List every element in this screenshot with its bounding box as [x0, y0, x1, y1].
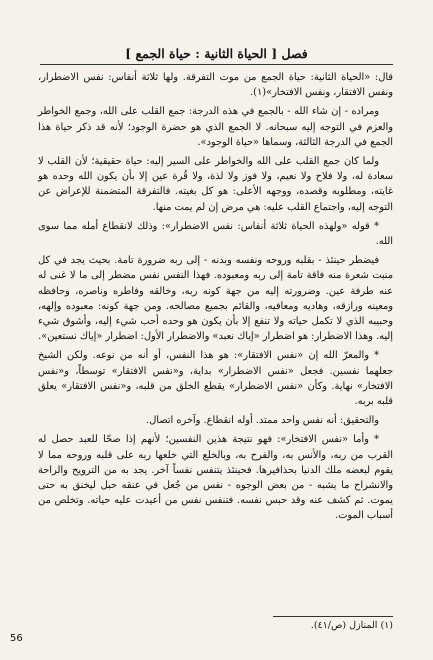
paragraph-6: * والمعرّ الله إن «نفس الافتقار»: هو هذا النفس، أو أنه من نوعه. ولكن الشيخ جعلهما نفسين. فجعل «نفس الاضطرار» بداية، و«نفس الافتقار» توسطاً، و«نفس الافتخار» نهاية. وكأن «نفس الاضطرار» يقطع الخلق من قلبه، و«نفس الافتقار» يعلق قلبه بربه.	[38, 350, 393, 408]
page-number: 56	[10, 633, 23, 644]
paragraph-7: والتحقيق: أنه نفس واحد ممتد. أوله انقطاع. وآخره اتصال.	[146, 415, 379, 427]
paragraph-1: قال: «الحياة الثانية: حياة الجمع من موت التفرقة. ولها ثلاثة أنفاس: نفس الاضطرار، ونفس الافتقار، ونفس الافتخار»(١).	[38, 72, 393, 99]
footnote-rule	[273, 616, 393, 617]
footnote: (١) المنازل (ص/٤١).	[310, 620, 393, 631]
paragraph-8: * وأما «نفس الافتخار»: فهو نتيجة هذين النفسين؛ لأنهم إذا صحّا للعبد حصل له القرب من ربه، والأنس به، والفرح به، وبالخلع التي خلعها ربه على قلبه وروحه مما لا يقوم لبعضه ملك الدنيا بحذافيرها. فحينئذ يتنفس نفساً آخر. يجد به من الترويح والراحة والانشراح ما يشبه - من بعض الوجوه - نفس من جُعل في عنقه حبل ليخنق به حتى يموت. ثم كشف عنه وقد حبس نفسه. فتنفس نفس من أعيدت عليه حياته. وتخلص من أسباب الموت.	[38, 434, 393, 522]
paragraph-4: * قوله «ولهذه الحياة ثلاثة أنفاس: نفس الاضطرار»: وذلك لانقطاع أمله مما سوى الله.	[38, 220, 393, 248]
paragraph-5: فيضطر حينئذ - بقلبه وروحه ونفسه وبدنه - إلى ربه ضرورة تامة. بحيث يجد في كل منبت شعرة منه فاقة تامة إلى ربه ومعبوده. فهذا النفس نفس مضطر إلى ما لا غنى له عنه طرفة عين. وضرورته إليه من جهة كونه ربه، وخالقه وفاطره وناصره، وحافظه ومعينه ورازقه، وهاديه ومعافيه، والقائم بجميع مصالحه. ومن جهة كونه: معبوده وإلهه، وحبيبه الذي لا تكمل حياته ولا تنفع إلا بأن يكون هو وحده أحب شيء إليه، وأشوق شيء إليه. وهذا الاضطرار: هو اضطرار «إياك نعبد» والاضطرار الأول: اضطرار «إياك نستعين».	[38, 255, 393, 343]
paragraph-3: ولما كان جمع القلب على الله والخواطر على السير إليه: حياة حقيقية؛ لأن القلب لا سعادة له، ولا فلاح ولا نعيم، ولا فوز ولا لذة، ولا قُرة عين إلا بأن يكون الله وحده هو غايته، ومطلوبه وقصده، ووجهه الأعلى: هو كل بغيته. فالتفرقة المتضمنة للإعراض عن التوجه إليه، واجتماع القلب عليه: هي مرض إن لم يمت منها.	[38, 156, 393, 213]
chapter-heading: فصل [ الحياة الثانية : حياة الجمع ]	[125, 46, 308, 61]
heading-rule	[40, 64, 393, 65]
body-text	[38, 70, 393, 528]
paragraph-2: ومراده - إن شاء الله - بالجمع في هذه الدرجة: جمع القلب على الله، وجمع الخواطر والعزم في التوجه إليه سبحانه. لا الجمع الذي هو حضرة الوجود؛ لأنه قد ذكر حياة هذا الجمع في الدرجة الثالثة، وسماها «حياة الوجود».	[38, 106, 393, 148]
